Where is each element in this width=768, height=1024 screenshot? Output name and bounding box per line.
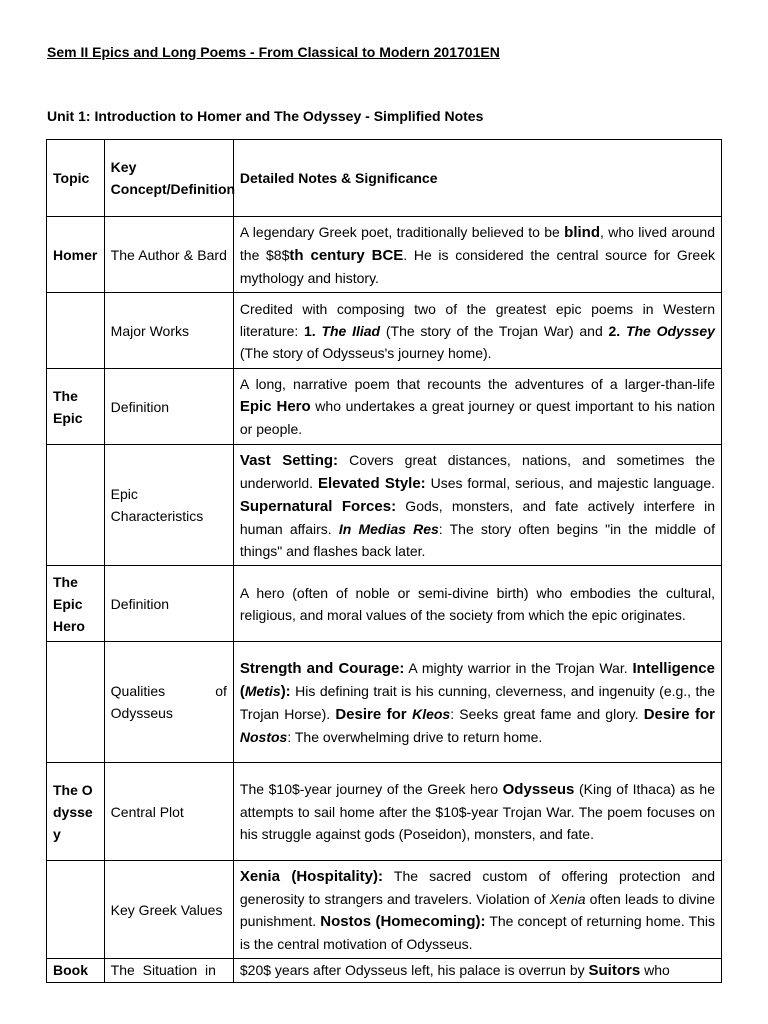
- topic-cell: Book: [47, 959, 105, 983]
- notes-cell: $20$ years after Odysseus left, his palace is overrun by Suitors who: [233, 959, 721, 983]
- notes-cell: A long, narrative poem that recounts the adventures of a larger-than-life Epic Hero who undertakes a great journey or quest important to his nation or people.: [233, 369, 721, 445]
- table-row: [47, 959, 722, 983]
- header-concept: Key Concept/Definition: [104, 140, 233, 217]
- notes-cell: Xenia (Hospitality): The sacred custom of offering protection and generosity to strangers and travelers. Violation of Xenia often leads to divine punishment. Nostos (Homecoming): The concept of returning home. This is the central motivation of Odysseus.: [233, 861, 721, 959]
- topic-cell: [47, 861, 105, 959]
- table-row: [47, 445, 722, 566]
- notes-cell: Vast Setting: Covers great distances, nations, and sometimes the underworld. Elevated Style: Uses formal, serious, and majestic language. Supernatural Forces: Gods, monsters, and fate actively interfere in human affairs. In Medias Res: The story often begins "in the middle of things" and flashes back later.: [233, 445, 721, 566]
- notes-cell: Credited with composing two of the greatest epic poems in Western literature: 1. The Iliad (The story of the Trojan War) and 2. The Odyssey (The story of Odysseus's journey home).: [233, 293, 721, 369]
- notes-table: [46, 139, 722, 983]
- concept-cell: Epic Characteristics: [104, 445, 233, 566]
- topic-cell: [47, 642, 105, 763]
- course-title: Sem II Epics and Long Poems - From Classical to Modern 201701EN: [47, 44, 500, 60]
- table-row: [47, 293, 722, 369]
- topic-cell: The Epic: [47, 369, 105, 445]
- table-row: [47, 217, 722, 293]
- concept-cell: Central Plot: [104, 763, 233, 861]
- concept-cell: The Situation in: [104, 959, 233, 983]
- notes-cell: A hero (often of noble or semi-divine birth) who embodies the cultural, religious, and moral values of the society from which the epic originates.: [233, 566, 721, 642]
- notes-cell: Strength and Courage: A mighty warrior in the Trojan War. Intelligence (Metis): His defining trait is his cunning, cleverness, and ingenuity (e.g., the Trojan Horse). Desire for Kleos: Seeks great fame and glory. Desire for Nostos: The overwhelming drive to return home.: [233, 642, 721, 763]
- unit-title: Unit 1: Introduction to Homer and The Odyssey - Simplified Notes: [47, 108, 484, 124]
- topic-cell: The Epic Hero: [47, 566, 105, 642]
- concept-cell: Definition: [104, 369, 233, 445]
- header-topic: Topic: [47, 140, 105, 217]
- topic-cell: The Odyssey: [47, 763, 105, 861]
- concept-cell: Key Greek Values: [104, 861, 233, 959]
- concept-cell: Qualities of Odysseus: [104, 642, 233, 763]
- table-row: [47, 642, 722, 763]
- concept-cell: Major Works: [104, 293, 233, 369]
- concept-cell: Definition: [104, 566, 233, 642]
- table-row: [47, 369, 722, 445]
- table-row: [47, 566, 722, 642]
- table-row: [47, 861, 722, 959]
- topic-cell: Homer: [47, 217, 105, 293]
- notes-cell: The $10$-year journey of the Greek hero Odysseus (King of Ithaca) as he attempts to sail home after the $10$-year Trojan War. The poem focuses on his struggle against gods (Poseidon), monsters, and fate.: [233, 763, 721, 861]
- header-notes: Detailed Notes & Significance: [233, 140, 721, 217]
- topic-cell: [47, 445, 105, 566]
- concept-cell: The Author & Bard: [104, 217, 233, 293]
- table-header-row: [47, 140, 722, 217]
- table-row: [47, 763, 722, 861]
- notes-cell: A legendary Greek poet, traditionally believed to be blind, who lived around the $8$th century BCE. He is considered the central source for Greek mythology and history.: [233, 217, 721, 293]
- topic-cell: [47, 293, 105, 369]
